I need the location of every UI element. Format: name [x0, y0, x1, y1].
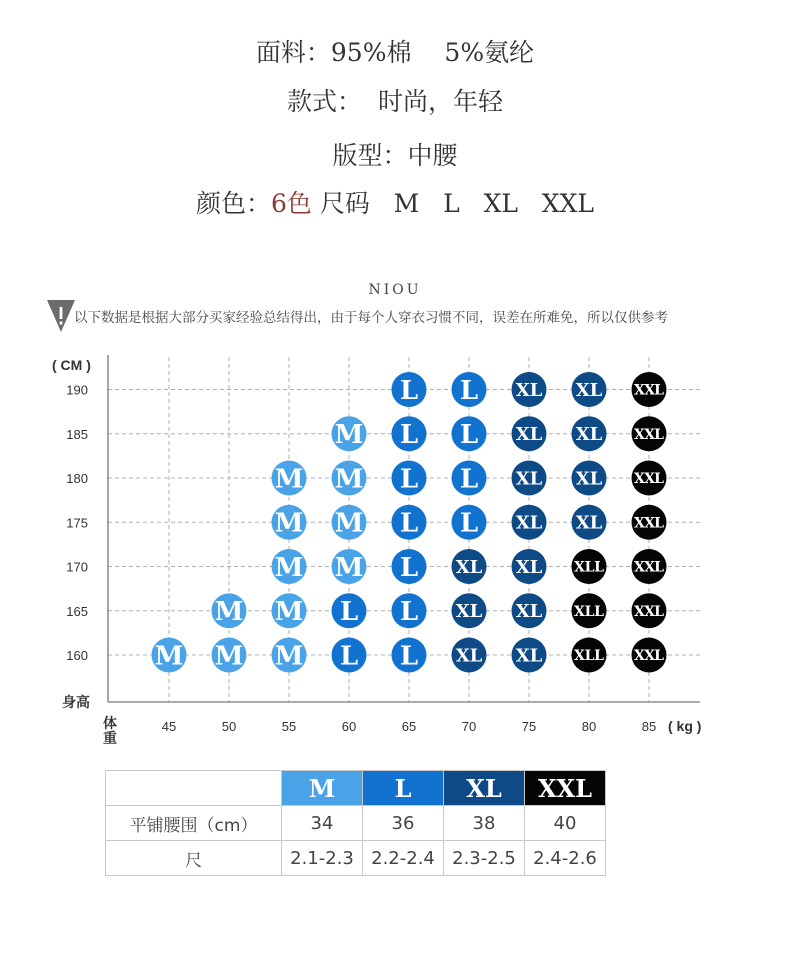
size-marker-label: XL	[575, 468, 603, 490]
y-tick-label: 165	[66, 603, 88, 619]
x-tick-label: 60	[341, 719, 357, 734]
size-marker-label: XL	[515, 379, 543, 401]
y-axis-unit: ( CM )	[52, 357, 91, 373]
waist-xxl: 40	[525, 806, 606, 841]
size-marker-label: M	[214, 597, 244, 628]
x-axis-label-char: 体	[103, 716, 117, 732]
x-tick-label: 70	[461, 719, 477, 734]
size-marker-label: L	[339, 641, 359, 672]
y-axis-label: 身高	[62, 695, 90, 711]
size-marker-label: L	[339, 597, 359, 628]
size-table	[105, 770, 606, 876]
x-tick-label: 65	[401, 719, 417, 734]
fit-spec: 版型：中腰	[332, 141, 458, 170]
x-axis-unit: ( kg )	[668, 718, 702, 734]
size-marker-label: L	[399, 552, 419, 583]
warning-icon	[46, 298, 76, 334]
x-tick-label: 85	[641, 719, 657, 734]
size-marker-label: XL	[455, 601, 483, 623]
size-marker-label: L	[399, 641, 419, 672]
size-marker-label: XL	[515, 512, 543, 534]
waist-xl: 38	[444, 806, 525, 841]
color-value: 6色	[270, 189, 312, 218]
size-marker-label: XLL	[574, 559, 604, 576]
size-marker-label: XL	[455, 645, 483, 667]
size-marker-label: L	[399, 508, 419, 539]
size-marker-label: M	[334, 508, 364, 539]
size-marker-label: L	[399, 420, 419, 451]
x-tick-label: 75	[521, 719, 537, 734]
size-table-corner	[106, 771, 282, 806]
size-header-m: M	[282, 771, 363, 806]
size-marker-label: XL	[515, 645, 543, 667]
size-header-xxl: XXL	[525, 771, 606, 806]
size-marker-label: L	[459, 375, 479, 406]
size-marker-label: M	[274, 464, 304, 495]
waist-m: 34	[282, 806, 363, 841]
size-marker-label: L	[399, 375, 419, 406]
y-tick-label: 190	[66, 382, 88, 398]
size-marker-label: XL	[515, 601, 543, 623]
size-marker-label: XXL	[634, 426, 664, 443]
chi-m: 2.1-2.3	[282, 841, 363, 876]
size-marker-label: L	[399, 464, 419, 495]
x-axis-label-char: 重	[103, 731, 117, 747]
chi-xxl: 2.4-2.6	[525, 841, 606, 876]
size-marker-label: XXL	[634, 382, 664, 399]
color-label: 颜色：	[195, 189, 271, 218]
size-marker-label: XXL	[634, 515, 664, 532]
size-marker-label: L	[459, 420, 479, 451]
size-marker-label: XL	[575, 424, 603, 446]
size-marker-label: XL	[515, 424, 543, 446]
size-marker-label: L	[399, 597, 419, 628]
size-marker-label: XLL	[574, 603, 604, 620]
size-marker-label: XXL	[634, 648, 664, 665]
waist-l: 36	[363, 806, 444, 841]
style-spec: 款式： 时尚，年轻	[287, 87, 503, 116]
x-tick-label: 50	[221, 719, 237, 734]
size-header-xl: XL	[444, 771, 525, 806]
size-marker-label: M	[214, 641, 244, 672]
y-tick-label: 185	[66, 426, 88, 442]
size-marker-label: L	[459, 464, 479, 495]
size-marker-label: XL	[515, 556, 543, 578]
size-marker-label: XXL	[634, 559, 664, 576]
size-marker-label: M	[334, 420, 364, 451]
size-marker-label: XXL	[634, 603, 664, 620]
size-header-l: L	[363, 771, 444, 806]
waist-label: 平铺腰围（cm）	[106, 806, 282, 841]
size-chart	[0, 345, 790, 755]
size-marker-label: M	[274, 508, 304, 539]
size-marker-label: M	[334, 464, 364, 495]
disclaimer-note	[46, 298, 766, 334]
x-tick-label: 80	[581, 719, 597, 734]
size-marker-label: M	[154, 641, 184, 672]
size-label: 尺码	[311, 189, 370, 218]
chi-label: 尺	[106, 841, 282, 876]
y-tick-label: 160	[66, 648, 88, 663]
size-marker-label: XL	[455, 556, 483, 578]
brand-name: NIOU	[368, 282, 422, 298]
y-tick-label: 175	[66, 515, 88, 531]
x-tick-label: 55	[281, 719, 297, 734]
chi-xl: 2.3-2.5	[444, 841, 525, 876]
chi-l: 2.2-2.4	[363, 841, 444, 876]
size-marker-label: L	[459, 508, 479, 539]
size-marker-label: XL	[575, 379, 603, 401]
material-spec: 面料：95%棉 5%氨纶	[255, 38, 535, 67]
disclaimer-text: 以下数据是根据大部分买家经验总结得出，由于每个人穿衣习惯不同，误差在所难免，所以仅供参考	[74, 310, 668, 325]
size-marker-label: M	[334, 552, 364, 583]
x-tick-label: 45	[161, 719, 177, 734]
size-marker-label: XL	[575, 512, 603, 534]
size-marker-label: XL	[515, 468, 543, 490]
size-marker-label: M	[274, 641, 304, 672]
y-tick-label: 170	[66, 559, 88, 575]
sizes-list: M L XL XXL	[369, 189, 595, 218]
y-tick-label: 180	[66, 471, 88, 486]
waist-row	[106, 806, 606, 841]
size-marker-label: XXL	[634, 471, 664, 488]
color-size-spec	[0, 184, 790, 220]
size-marker-label: M	[274, 552, 304, 583]
size-marker-label: XLL	[574, 648, 604, 665]
chi-row	[106, 841, 606, 876]
size-table-header-row	[106, 771, 606, 806]
size-marker-label: M	[274, 597, 304, 628]
